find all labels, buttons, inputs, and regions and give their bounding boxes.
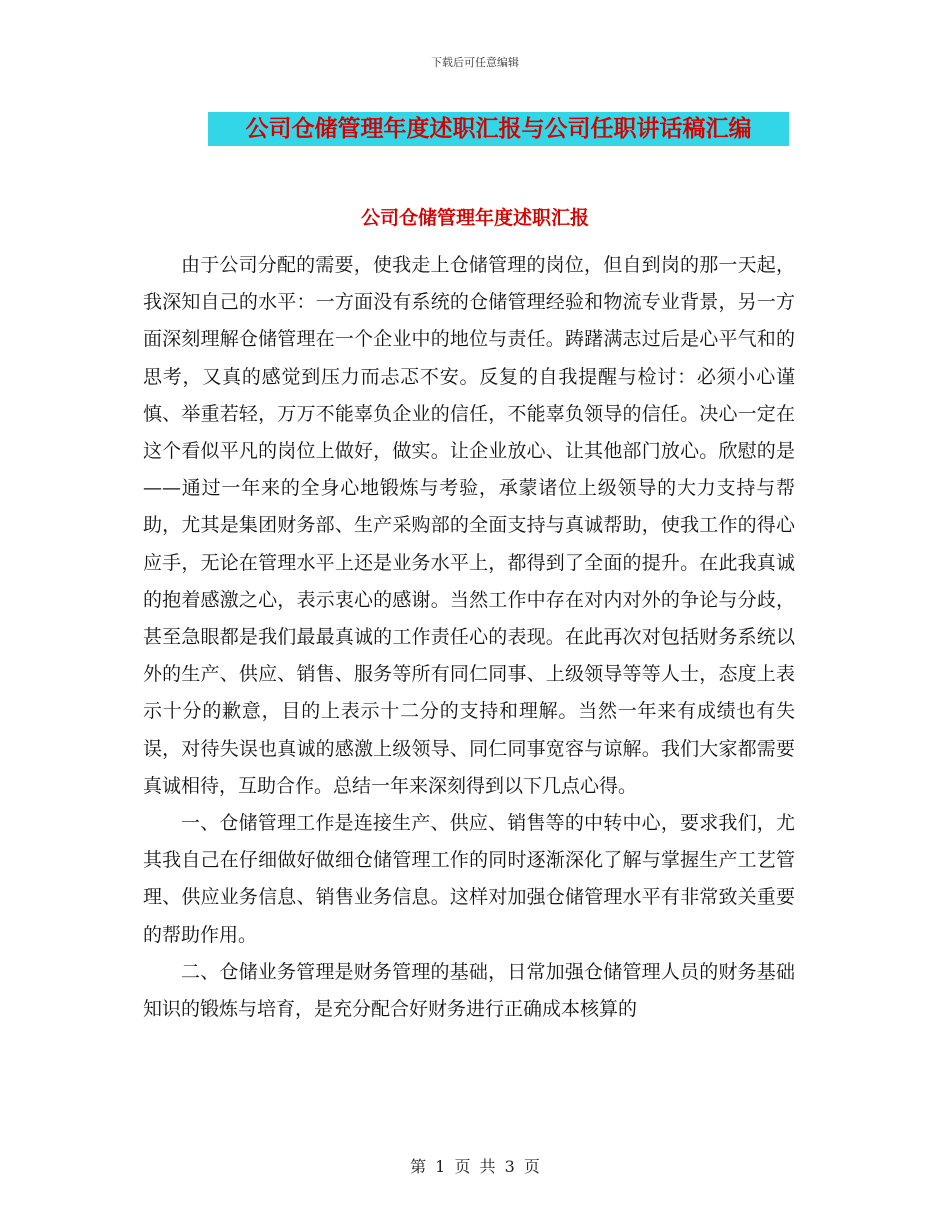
paragraph-intro: 由于公司分配的需要，使我走上仓储管理的岗位，但自到岗的那一天起，我深知自己的水平：一方面没有系统的仓储管理经验和物流专业背景，另一方面深刻理解仓储管理在一个企业中的地位与责任。踌躇满志过后是心平气和的思考，又真的感觉到压力而忐忑不安。反复的自我提醒与检讨：必须小心谨慎、举重若轻，万万不能辜负企业的信任，不能辜负领导的信任。决心一定在这个看似平凡的岗位上做好，做实。让企业放心、让其他部门放心。欣慰的是——通过一年来的全身心地锻炼与考验，承蒙诸位上级领导的大力支持与帮助，尤其是集团财务部、生产采购部的全面支持与真诚帮助，使我工作的得心应手，无论在管理水平上还是业务水平上，都得到了全面的提升。在此我真诚的抱着感激之心，表示衷心的感谢。当然工作中存在对内对外的争论与分歧，甚至急眼都是我们最最真诚的工作责任心的表现。在此再次对包括财务系统以外的生产、供应、销售、服务等所有同仁同事、上级领导等等人士，态度上表示十分的歉意，目的上表示十二分的支持和理解。当然一年来有成绩也有失误，对待失误也真诚的感激上级领导、同仁同事宽容与谅解。我们大家都需要真诚相待，互助合作。总结一年来深刻得到以下几点心得。	[143, 254, 795, 797]
document-title: 公司仓储管理年度述职汇报与公司任职讲话稿汇编	[208, 112, 789, 146]
section-title: 公司仓储管理年度述职汇报	[360, 207, 589, 229]
page-footer: 第 1 页 共 3 页	[410, 1157, 540, 1176]
header-note: 下载后可任意编辑	[431, 56, 519, 69]
paragraph-point-1: 一、仓储管理工作是连接生产、供应、销售等的中转中心，要求我们，尤其我自己在仔细做好做细仓储管理工作的同时逐渐深化了解与掌握生产工艺管理、供应业务信息、销售业务信息。这样对加强仓储管理水平有非常致关重要的帮助作用。	[143, 812, 795, 946]
body-text	[143, 247, 795, 1028]
paragraph-point-2: 二、仓储业务管理是财务管理的基础，日常加强仓储管理人员的财务基础知识的锻炼与培育，是充分配合好财务进行正确成本核算的	[143, 960, 795, 1021]
